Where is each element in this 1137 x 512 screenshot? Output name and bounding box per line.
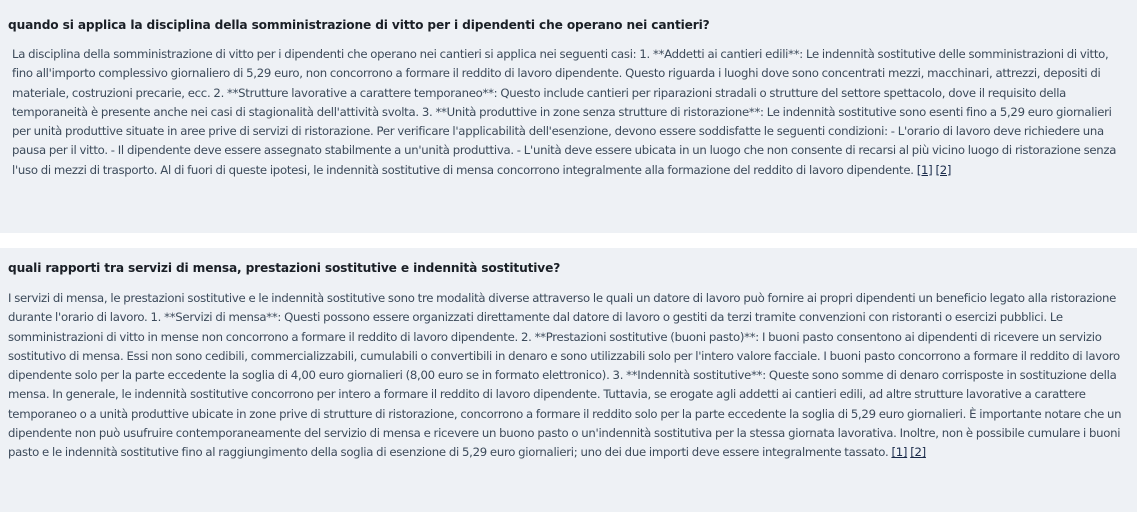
reference-link-1[interactable]: [1] bbox=[916, 162, 933, 177]
answer-text bbox=[8, 289, 1127, 463]
question-text: quali rapporti tra servizi di mensa, prestazioni sostitutive e indennità sostitutive? bbox=[8, 261, 561, 275]
reference-link-2[interactable]: [2] bbox=[935, 162, 952, 177]
answer-body: I servizi di mensa, le prestazioni sostitutive e le indennità sostitutive sono tre modalità diverse attraverso le quali un datore di lavoro può fornire ai propri dipendenti un beneficio legato alla ristorazione durante l'orario di lavoro. 1. **Servizi di mensa**: Questi possono essere organizzati direttamente dal datore di lavoro o gestiti da terzi tramite convenzioni con ristoranti o esercizi pubblici. Le somministrazioni di vitto in mense non concorrono a formare il reddito di lavoro dipendente. 2. **Prestazioni sostitutive (buoni pasto)**: I buoni pasto consentono ai dipendenti di ricevere un servizio sostitutivo di mensa. Essi non sono cedibili, commercializzabili, cumulabili o convertibili in denaro e sono utilizzabili solo per l'intero valore facciale. I buoni pasto concorrono a formare il reddito di lavoro dipendente solo per la parte eccedente la soglia di 4,00 euro giornalieri (8,00 euro se in formato elettronico). 3. **Indennità sostitutive**: Queste sono somme di denaro corrisposte in sostituzione della mensa. In generale, le indennità sostitutive concorrono per intero a formare il reddito di lavoro dipendente. Tuttavia, se erogate agli addetti ai cantieri edili, ad altre strutture lavorative a carattere temporaneo o a unità produttive ubicate in zone prive di strutture di ristorazione, concorrono a formare il reddito solo per la parte eccedente la soglia di 5,29 euro giornalieri. È importante notare che un dipendente non può usufruire contemporaneamente del servizio di mensa e ricevere un buono pasto o un'indennità sostitutiva per la stessa giornata lavorativa. Inoltre, non è possibile cumulare i buoni pasto e le indennità sostitutive fino al raggiungimento della soglia di esenzione di 5,29 euro giornalieri; uno dei due importi deve essere integralmente tassato. bbox=[8, 291, 1122, 460]
answer-text bbox=[12, 45, 1127, 180]
reference-link-1[interactable]: [1] bbox=[891, 445, 908, 460]
answer-body: La disciplina della somministrazione di vitto per i dipendenti che operano nei cantieri si applica nei seguenti casi: 1. **Addetti ai cantieri edili**: Le indennità sostitutive delle somministrazioni di vitto, fino all'importo complessivo giornaliero di 5,29 euro, non concorrono a formare il reddito di lavoro dipendente. Questo riguarda i luoghi dove sono concentrati mezzi, macchinari, attrezzi, depositi di materiale, costruzioni precarie, ecc. 2. **Strutture lavorative a carattere temporaneo**: Questo include cantieri per riparazioni stradali o strutture del settore spettacolo, dove il requisito della temporaneità è presente anche nei casi di stagionalità dell'attività svolta. 3. **Unità produttive in zone senza strutture di ristorazione**: Le indennità sostitutive sono esenti fino a 5,29 euro giornalieri per unità produttive situate in aree prive di servizi di ristorazione. Per verificare l'applicabilità dell'esenzione, devono essere soddisfatte le seguenti condizioni: - L'orario di lavoro deve richiedere una pausa per il vitto. - Il dipendente deve essere assegnato stabilmente a un'unità produttiva. - L'unità deve essere ubicata in un luogo che non consente di recarsi al più vicino luogo di ristorazione senza l'uso di mezzi di trasporto. Al di fuori di queste ipotesi, le indennità sostitutive di mensa concorrono integralmente alla formazione del reddito di lavoro dipendente. bbox=[12, 47, 1117, 177]
question-text: quando si applica la disciplina della somministrazione di vitto per i dipendenti che operano nei cantieri? bbox=[8, 18, 710, 32]
reference-link-2[interactable]: [2] bbox=[910, 445, 926, 460]
qa-card bbox=[0, 248, 1137, 512]
qa-card bbox=[0, 0, 1137, 233]
